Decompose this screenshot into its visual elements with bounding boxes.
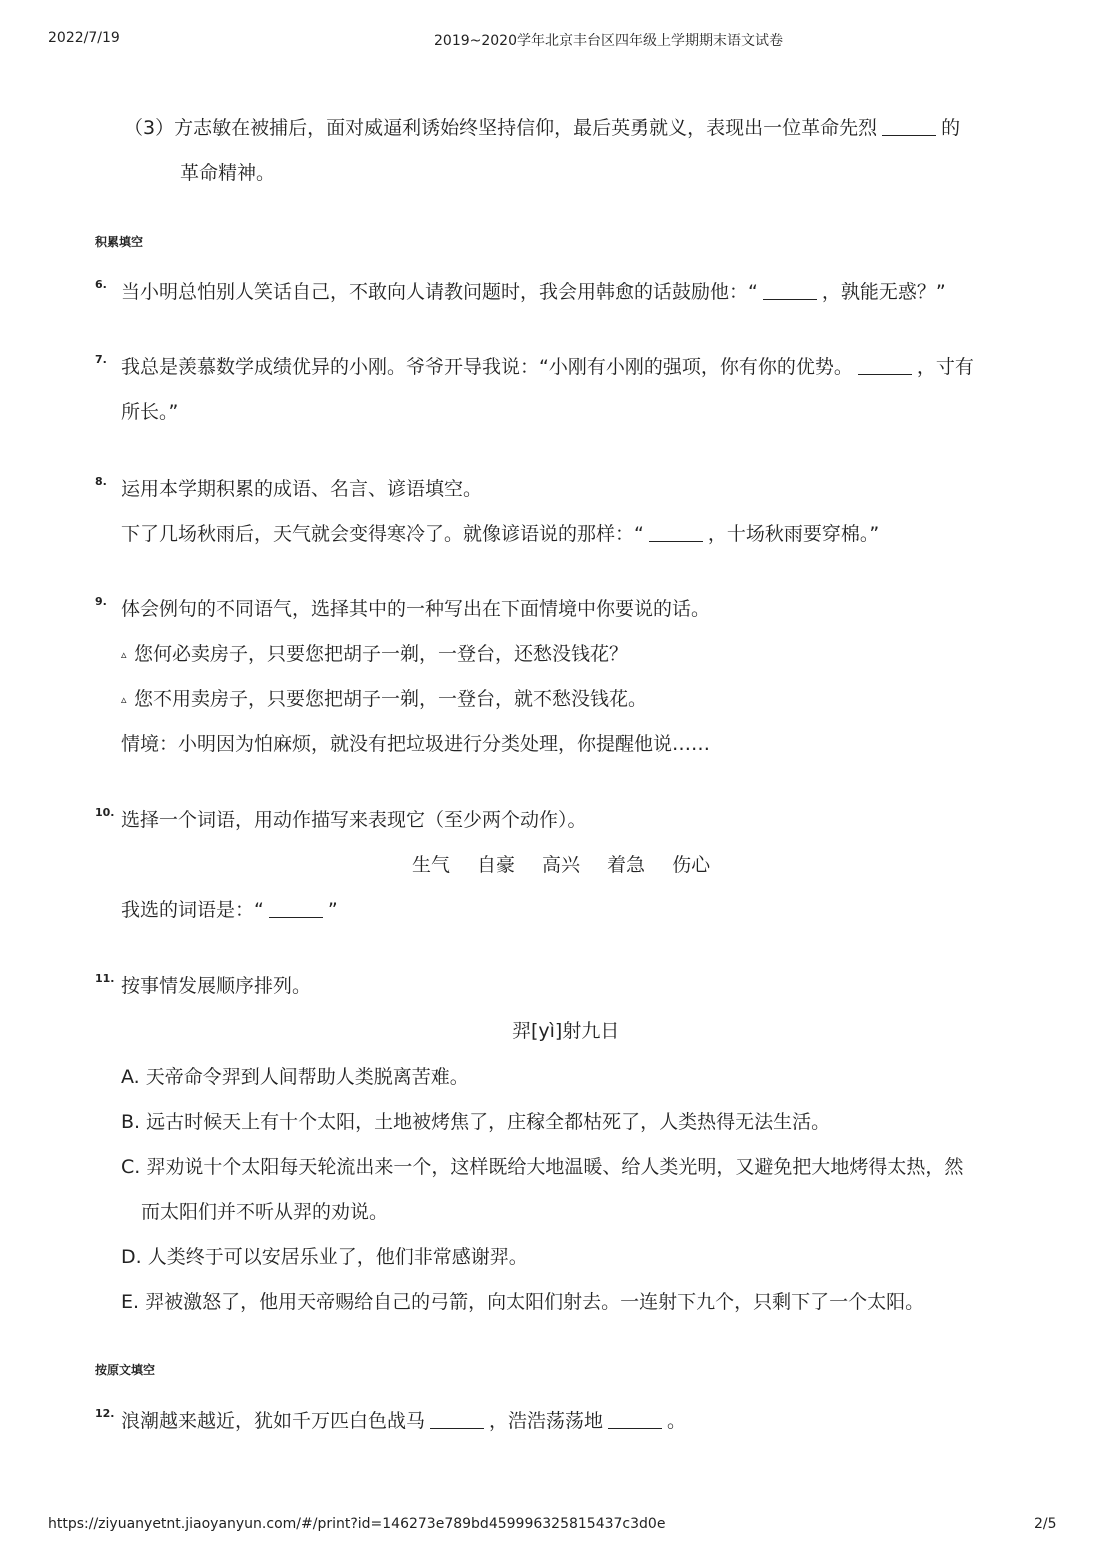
example-text: 您何必卖房子，只要您把胡子一剃，一登台，还愁没钱花？ <box>134 643 629 665</box>
question-number: 12. <box>95 1407 115 1420</box>
question-12 <box>121 1409 686 1433</box>
answer-blank[interactable] <box>763 281 817 300</box>
question-text: 浪潮越来越近，犹如千万匹白色战马 <box>121 1410 426 1432</box>
question-text: 。 <box>667 1410 687 1432</box>
page-number: 2/5 <box>1034 1516 1057 1532</box>
question-10-prompt: 选择一个词语，用动作描写来表现它（至少两个动作）。 <box>121 809 587 831</box>
answer-blank[interactable] <box>608 1410 662 1429</box>
word-choice: 自豪 <box>477 854 516 876</box>
question-text: ，浩浩荡荡地 <box>489 1410 604 1432</box>
answer-blank[interactable] <box>430 1410 484 1429</box>
question-number: 8. <box>95 475 107 488</box>
source-url[interactable]: https://ziyuanyetnt.jiaoyanyun.com/#/print?id=146273e789bd459996325815437c3d0e <box>48 1516 666 1532</box>
question-text: ” <box>327 899 338 921</box>
question-5-3-line2: 革命精神。 <box>180 162 276 184</box>
option-e: E. 羿被激怒了，他用天帝赐给自己的弓箭，向太阳们射去。一连射下九个，只剩下了一个太阳。 <box>121 1291 925 1313</box>
question-5-3 <box>124 116 960 140</box>
question-text: 下了几场秋雨后，天气就会变得寒冷了。就像谚语说的那样：“ <box>121 523 644 545</box>
question-text: 方志敏在被捕后，面对威逼利诱始终坚持信仰，最后英勇就义，表现出一位革命先烈 <box>174 117 878 139</box>
question-11-prompt: 按事情发展顺序排列。 <box>121 975 312 997</box>
example-sentence-1 <box>121 642 628 667</box>
question-9-prompt: 体会例句的不同语气，选择其中的一种写出在下面情境中你要说的话。 <box>121 598 711 620</box>
triangle-bullet-icon: ▵ <box>121 693 127 706</box>
question-text: ，十场秋雨要穿棉。” <box>707 523 880 545</box>
question-number: 7. <box>95 353 107 366</box>
question-8-prompt: 运用本学期积累的成语、名言、谚语填空。 <box>121 478 483 500</box>
story-title: 羿[yì]射九日 <box>512 1020 620 1042</box>
option-c-line2: 而太阳们并不听从羿的劝说。 <box>141 1201 389 1223</box>
question-text: 当小明总怕别人笑话自己，不敢向人请教问题时，我会用韩愈的话鼓励他：“ <box>121 281 758 303</box>
option-d: D. 人类终于可以安居乐业了，他们非常感谢羿。 <box>121 1246 528 1268</box>
option-a: A. 天帝命令羿到人间帮助人类脱离苦难。 <box>121 1066 469 1088</box>
example-text: 您不用卖房子，只要您把胡子一剃，一登台，就不愁没钱花。 <box>134 688 648 710</box>
question-text: 我选的词语是：“ <box>121 899 264 921</box>
situation-text: 情境：小明因为怕麻烦，就没有把垃圾进行分类处理，你提醒他说…… <box>121 733 711 755</box>
answer-blank[interactable] <box>649 523 703 542</box>
answer-blank[interactable] <box>269 899 323 918</box>
word-choice: 伤心 <box>672 854 711 876</box>
section-heading: 积累填空 <box>95 235 144 249</box>
option-c: C. 羿劝说十个太阳每天轮流出来一个，这样既给大地温暖、给人类光明，又避免把大地烤得太热，然 <box>121 1156 964 1178</box>
print-date: 2022/7/19 <box>48 30 120 46</box>
option-b: B. 远古时候天上有十个太阳，土地被烤焦了，庄稼全都枯死了，人类热得无法生活。 <box>121 1111 831 1133</box>
document-title: 2019~2020学年北京丰台区四年级上学期期末语文试卷 <box>434 33 783 49</box>
question-number: 6. <box>95 278 107 291</box>
word-choices <box>412 853 737 877</box>
question-number: 9. <box>95 595 107 608</box>
word-choice: 生气 <box>412 854 451 876</box>
word-choice: 高兴 <box>542 854 581 876</box>
answer-blank[interactable] <box>882 117 936 136</box>
triangle-bullet-icon: ▵ <box>121 648 127 661</box>
question-8 <box>121 522 879 546</box>
question-7-line2: 所长。” <box>121 401 179 423</box>
answer-blank[interactable] <box>858 356 912 375</box>
question-number: 11. <box>95 972 115 985</box>
example-sentence-2 <box>121 687 647 712</box>
question-6 <box>121 280 946 304</box>
word-choice: 着急 <box>607 854 646 876</box>
sub-question-label: （3） <box>124 117 175 139</box>
section-heading: 按原文填空 <box>95 1363 156 1377</box>
question-10-answer <box>121 898 338 922</box>
question-text: ，寸有 <box>916 356 974 378</box>
question-7 <box>121 355 974 379</box>
question-number: 10. <box>95 806 115 819</box>
question-text: 我总是羡慕数学成绩优异的小刚。爷爷开导我说：“小刚有小刚的强项，你有你的优势。 <box>121 356 853 378</box>
question-text: 的 <box>941 117 961 139</box>
question-text: ，孰能无惑？” <box>821 281 946 303</box>
